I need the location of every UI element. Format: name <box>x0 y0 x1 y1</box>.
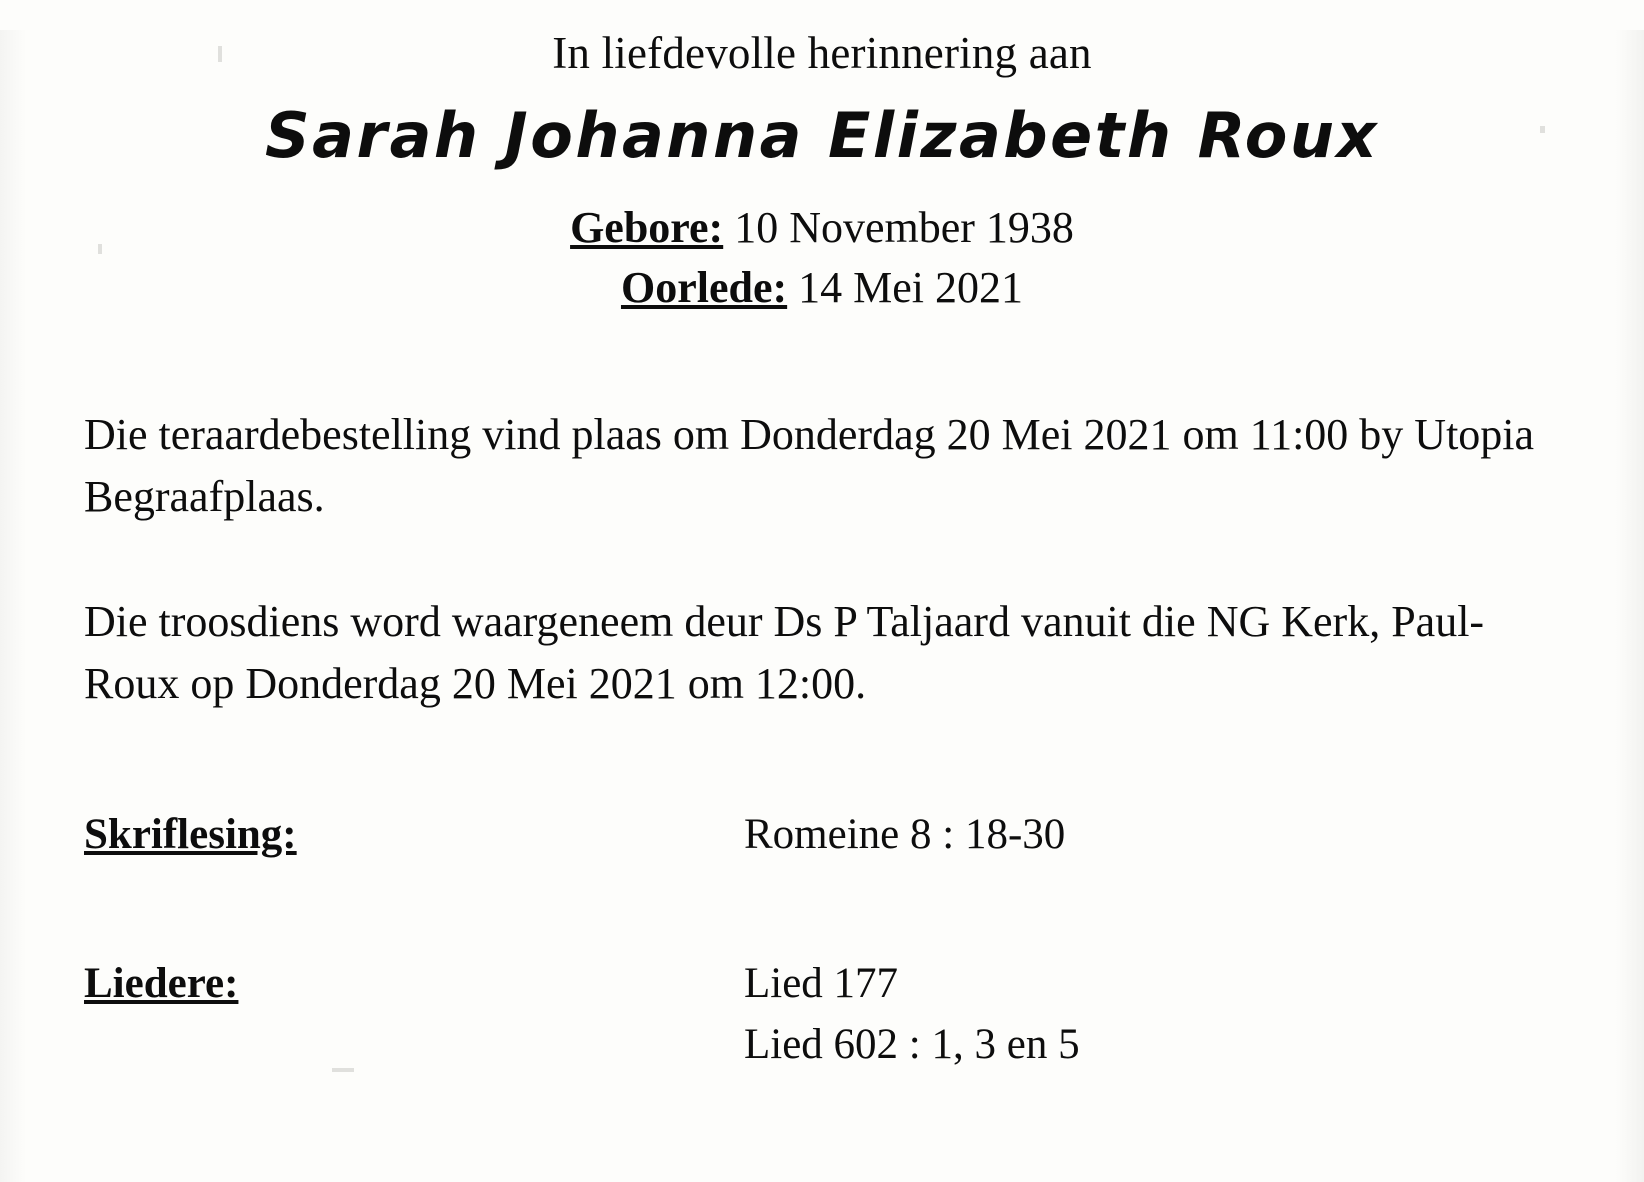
deceased-name: Sarah Johanna Elizabeth Roux <box>265 99 1379 173</box>
service-paragraph: Die troosdiens word waargeneem deur Ds P Taljaard vanuit die NG Kerk, Paul-Roux op Donderdag 20 Mei 2021 om 12:00. <box>84 596 1485 709</box>
death-value: 14 Mei 2021 <box>798 263 1024 313</box>
songs-values <box>744 953 1584 1075</box>
death-line <box>0 258 1644 318</box>
death-label: Oorlede: <box>620 263 788 313</box>
scripture-label: Skriflesing: <box>84 810 297 858</box>
memorial-intro: In liefdevolle herinnering aan <box>552 28 1092 78</box>
life-dates <box>0 198 1644 318</box>
scripture-value: Romeine 8 : 18-30 <box>744 810 1066 858</box>
songs-row <box>84 953 1584 1075</box>
memorial-card <box>0 30 1644 1075</box>
song-item: Lied 602 : 1, 3 en 5 <box>744 1020 1080 1068</box>
burial-paragraph: Die teraardebestelling vind plaas om Donderdag 20 Mei 2021 om 11:00 by Utopia Begraafplaas. <box>84 409 1535 522</box>
birth-value: 10 November 1938 <box>734 203 1074 253</box>
scripture-row <box>84 804 1584 865</box>
birth-label: Gebore: <box>570 203 724 253</box>
birth-line <box>0 198 1644 258</box>
song-item: Lied 177 <box>744 959 899 1007</box>
songs-label: Liedere: <box>84 959 239 1007</box>
